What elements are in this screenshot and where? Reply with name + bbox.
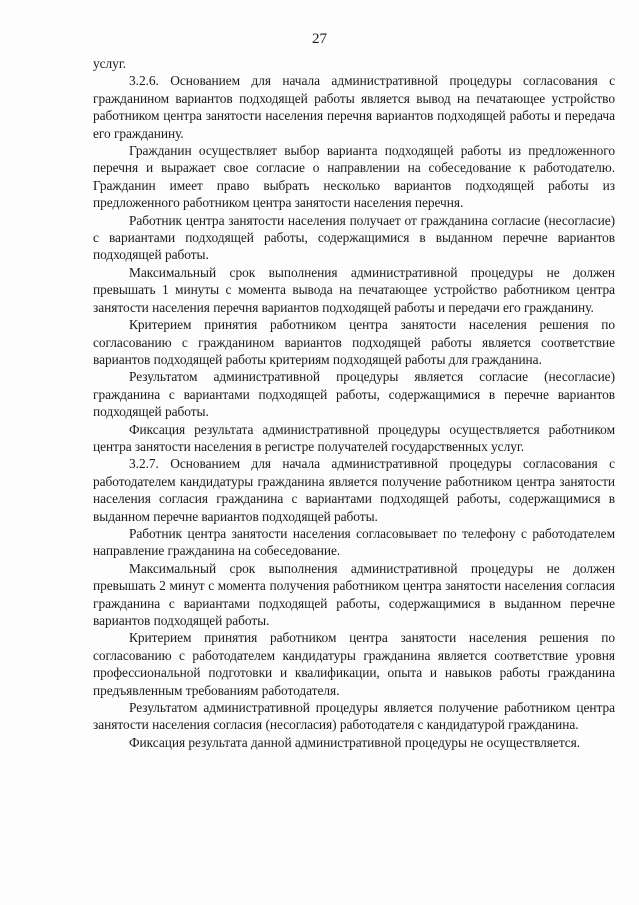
paragraph-6: Критерием принятия работником центра занятости населения решения по согласованию с гражданином вариантов подходящей работы является соответствие вариантов подходящей работы критериям подходящей работы для гражданина. xyxy=(93,317,615,367)
paragraph-2: 3.2.6. Основанием для начала административной процедуры согласования с гражданином вариантов подходящей работы является вывод на печатающее устройство работником центра занятости населения перечня вариантов подходящей работы и передача его гражданину. xyxy=(93,73,615,141)
paragraph-3: Гражданин осуществляет выбор варианта подходящей работы из предложенного перечня и выражает свое согласие о направлении на собеседование к работодателю. Гражданин имеет право выбрать несколько вариантов подходящей работы из предложенного работником центра занятости населения перечня. xyxy=(93,143,615,211)
paragraph-10: Работник центра занятости населения согласовывает по телефону с работодателем направление гражданина на собеседование. xyxy=(93,525,615,559)
paragraph-5: Максимальный срок выполнения административной процедуры не должен превышать 1 минуты с момента вывода на печатающее устройство работником центра занятости населения перечня вариантов подходящей работы и передачи его гражданину. xyxy=(93,264,615,315)
paragraph-8: Фиксация результата административной процедуры осуществляется работником центра занятости населения в регистре получателей государственных услуг. xyxy=(93,421,615,454)
body-text xyxy=(93,55,615,751)
paragraph-1: услуг. xyxy=(93,56,127,71)
page-number: 27 xyxy=(312,31,327,47)
paragraph-4: Работник центра занятости населения получает от гражданина согласие (несогласие) с вариантами подходящей работы, содержащимися в выданном перечне вариантов подходящей работы. xyxy=(93,212,615,263)
paragraph-7: Результатом административной процедуры является согласие (несогласие) гражданина с вариантами подходящей работы, содержащимися в перечне вариантов подходящей работы. xyxy=(93,369,615,420)
paragraph-9: 3.2.7. Основанием для начала административной процедуры согласования с работодателем кандидатуры гражданина является получение работником центра занятости населения согласия гражданина с вариантами подходящей работы, содержащимися в выданном перечне вариантов подходящей работы. xyxy=(93,456,615,524)
paragraph-13: Результатом административной процедуры является получение работником центра занятости населения согласия (несогласия) работодателя с кандидатурой гражданина. xyxy=(93,700,615,733)
paragraph-14: Фиксация результата данной административной процедуры не осуществляется. xyxy=(129,734,581,750)
paragraph-12: Критерием принятия работником центра занятости населения решения по согласованию с работодателем кандидатуры гражданина является соответствие уровня профессиональной подготовки и квалификации, опыта и навыков работы гражданина предъявленным требованиям работодателя. xyxy=(93,630,615,698)
paragraph-11: Максимальный срок выполнения административной процедуры не должен превышать 2 минут с момента получения работником центра занятости населения согласия гражданина с вариантами подходящей работы, содержащимися в выданном перечне вариантов подходящей работы. xyxy=(93,560,615,628)
